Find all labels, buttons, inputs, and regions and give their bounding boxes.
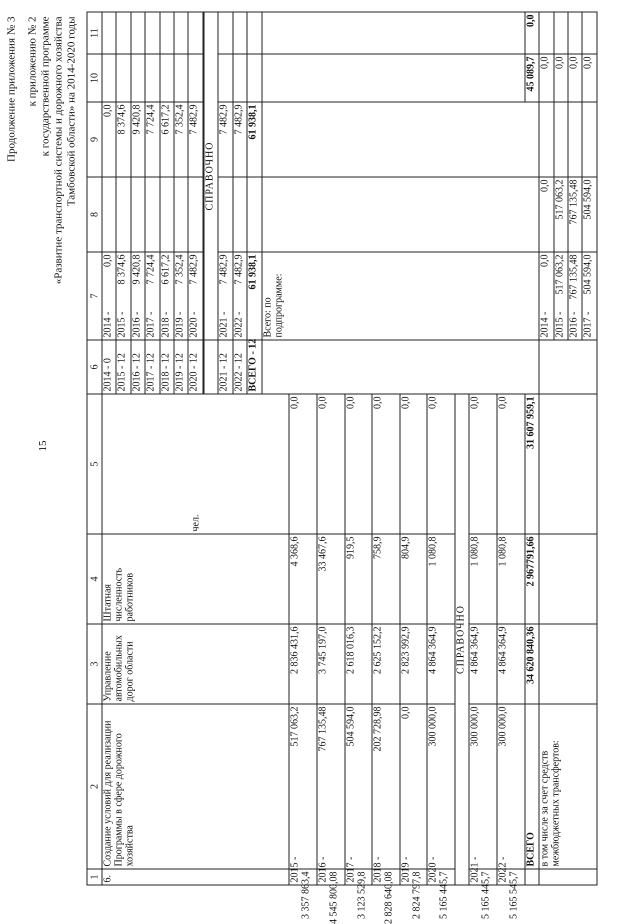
amount-regional: 8 374,6 xyxy=(116,102,130,177)
amount-regional: 2 836 431,6 xyxy=(289,624,317,704)
year-label: 2017 - xyxy=(146,312,157,338)
amount-total-cell xyxy=(174,252,188,340)
amount-regional: 7 482,9 xyxy=(218,102,232,177)
year-label: 2015 - xyxy=(117,312,128,338)
year-label: 2018 - xyxy=(160,312,171,338)
empty-cell xyxy=(262,102,539,177)
amount-regional xyxy=(568,102,582,177)
indicator-value: 2014 - 0 xyxy=(102,340,116,394)
amount-value: 7 482,9 xyxy=(189,255,200,285)
document-header xyxy=(6,17,19,577)
grand-total-label: ВСЕГО xyxy=(525,704,539,869)
subtotal-label: Всего: по подпрограмме: xyxy=(262,252,539,340)
amount-federal xyxy=(160,177,174,252)
amount-local: 4 368,6 xyxy=(289,534,317,624)
amount-other: 0,0 xyxy=(317,394,345,534)
amount-total-cell xyxy=(102,252,116,340)
amount-other xyxy=(233,12,247,54)
amount-value: 4 545 800,08 xyxy=(328,872,339,924)
empty-cell xyxy=(539,340,597,394)
amount-federal xyxy=(131,177,145,252)
amount-other: 0,0 xyxy=(400,394,428,534)
amount-value: 2 828 640,08 xyxy=(384,872,395,924)
year-label: 2014 - xyxy=(540,312,551,338)
amount-federal: 504 594,0 xyxy=(582,177,597,252)
indicator-value: 2019 - 12 xyxy=(174,340,188,394)
year-label: 2019 - xyxy=(175,312,186,338)
amount-regional: 4 864 364,9 xyxy=(469,624,497,704)
amount-regional: 4 864 364,9 xyxy=(427,624,455,704)
amount-local xyxy=(145,54,159,102)
amount-local: 1 080,8 xyxy=(427,534,455,624)
amount-regional: 2 823 992,9 xyxy=(400,624,428,704)
amount-other: 0,0 xyxy=(289,394,317,534)
year-label: 2014 - xyxy=(103,312,114,338)
year-label: 2019 - xyxy=(400,857,411,883)
amount-other xyxy=(145,12,159,54)
page-number: 15 xyxy=(37,411,49,481)
amount-local: 0,0 xyxy=(568,54,582,102)
unit-label: чел. xyxy=(190,515,201,532)
column-number: 8 xyxy=(87,177,102,252)
empty-cell xyxy=(262,54,525,102)
amount-other xyxy=(188,12,202,54)
amount-total-cell xyxy=(317,869,345,885)
amount-other: 0,0 xyxy=(345,394,373,534)
amount-total-cell xyxy=(160,252,174,340)
empty-cell xyxy=(204,340,218,394)
amount-federal: 767 135,48 xyxy=(568,177,582,252)
amount-regional: 7 724,4 xyxy=(145,102,159,177)
rotated-page xyxy=(0,1,640,896)
amount-federal: 0,0 xyxy=(539,177,553,252)
amount-other: 0,0 xyxy=(497,394,525,534)
amount-value: 6 617,2 xyxy=(160,255,171,285)
amount-local xyxy=(116,54,130,102)
transfers-row xyxy=(539,12,553,885)
amount-federal: 300 000,0 xyxy=(497,704,525,869)
executor: Управление автомобильных дорог области xyxy=(102,624,289,704)
empty-cell xyxy=(247,54,261,102)
amount-value: 7 352,4 xyxy=(175,255,186,285)
amount-regional: 2 625 152,2 xyxy=(372,624,400,704)
header-line-1: Продолжение приложения № 3 xyxy=(6,17,19,577)
amount-other xyxy=(554,12,568,54)
amount-value: 3 123 529,8 xyxy=(356,872,367,920)
year-label: 2021 - xyxy=(219,312,230,338)
amount-value: 504 594,0 xyxy=(583,255,594,295)
amount-regional xyxy=(582,102,597,177)
amount-regional: 2 618 016,3 xyxy=(345,624,373,704)
amount-value: 8 374,6 xyxy=(117,255,128,285)
amount-federal xyxy=(233,177,247,252)
indicator-value: 2015 - 12 xyxy=(116,340,130,394)
amount-local: 0,0 xyxy=(554,54,568,102)
amount-total-cell xyxy=(233,252,247,340)
year-label: 2016 - xyxy=(317,857,328,883)
amount-value: 7 482,9 xyxy=(219,255,230,285)
column-number: 1 xyxy=(87,869,102,885)
amount-local xyxy=(131,54,145,102)
amount-value: 5 165 545,7 xyxy=(509,872,520,920)
spravochno-label: СПРАВОЧНО xyxy=(204,12,218,340)
section6-row xyxy=(102,12,116,885)
grand-total-other: 0,0 xyxy=(525,12,539,54)
indicator-value: 2018 - 12 xyxy=(160,340,174,394)
indicator-value: 2020 - 12 xyxy=(188,340,202,394)
amount-total-cell xyxy=(427,869,455,885)
amount-local: 1 080,8 xyxy=(469,534,497,624)
amount-regional: 7 352,4 xyxy=(174,102,188,177)
amount-total-cell xyxy=(218,252,232,340)
spravochno-label: СПРАВОЧНО xyxy=(455,394,469,885)
amount-other xyxy=(568,12,582,54)
amount-federal xyxy=(116,177,130,252)
empty-cell xyxy=(262,177,539,252)
amount-value: 9 420,8 xyxy=(131,255,142,285)
total-regional: 61 938,1 xyxy=(247,102,261,177)
grand-total-local: 45 089,7 xyxy=(525,54,539,102)
year-label: 2015 - xyxy=(554,312,565,338)
amount-other: 0,0 xyxy=(469,394,497,534)
amount-other xyxy=(582,12,597,54)
year-label: 2017 - xyxy=(583,312,594,338)
empty-cell xyxy=(247,177,261,252)
grand-total-federal: 2 967791,66 xyxy=(525,534,539,624)
empty-cell xyxy=(262,12,525,54)
amount-other xyxy=(160,12,174,54)
amount-other xyxy=(116,12,130,54)
column-number: 11 xyxy=(87,12,102,54)
amount-federal xyxy=(102,177,116,252)
column-number: 3 xyxy=(87,624,102,704)
amount-federal: 300 000,0 xyxy=(469,704,497,869)
amount-other xyxy=(102,12,116,54)
amount-other xyxy=(539,12,553,54)
amount-other xyxy=(218,12,232,54)
empty-cell xyxy=(539,624,597,704)
amount-value: 3 357 863,4 xyxy=(301,872,312,920)
amount-federal xyxy=(174,177,188,252)
amount-local: 33 467,6 xyxy=(317,534,345,624)
amount-total-cell xyxy=(145,252,159,340)
empty-cell xyxy=(262,340,539,394)
amount-local: 0,0 xyxy=(539,54,553,102)
amount-total-cell xyxy=(554,252,568,340)
amount-regional: 9 420,8 xyxy=(131,102,145,177)
amount-total-cell xyxy=(289,869,317,885)
funding-table xyxy=(87,12,598,886)
amount-total-cell xyxy=(116,252,130,340)
amount-total-cell xyxy=(372,869,400,885)
amount-federal: 300 000,0 xyxy=(427,704,455,869)
amount-local: 1 080,8 xyxy=(497,534,525,624)
amount-total-cell xyxy=(568,252,582,340)
amount-value: 517 063,2 xyxy=(554,255,565,295)
amount-federal: 504 594,0 xyxy=(345,704,373,869)
year-label: 2018 - xyxy=(373,857,384,883)
row-number: 6. xyxy=(102,869,289,885)
indicator-value: 2022 - 12 xyxy=(233,340,247,394)
amount-local xyxy=(102,54,116,102)
empty-cell xyxy=(539,394,597,534)
column-number: 6 xyxy=(87,340,102,394)
amount-value: 0,0 xyxy=(103,255,114,268)
indicator-value: 2017 - 12 xyxy=(145,340,159,394)
column-number: 2 xyxy=(87,704,102,869)
amount-total-cell xyxy=(345,869,373,885)
amount-other xyxy=(174,12,188,54)
amount-local: 0,0 xyxy=(582,54,597,102)
indicator-value: 2021 - 12 xyxy=(218,340,232,394)
amount-regional: 0,0 xyxy=(102,102,116,177)
amount-total-cell xyxy=(582,252,597,340)
year-label: 2015 - xyxy=(290,857,301,883)
empty-cell xyxy=(525,869,539,885)
amount-federal xyxy=(218,177,232,252)
amount-local xyxy=(174,54,188,102)
amount-local xyxy=(233,54,247,102)
amount-regional xyxy=(539,102,553,177)
year-label: 2017 - xyxy=(345,857,356,883)
year-label: 2020 - xyxy=(428,857,439,883)
amount-local: 919,5 xyxy=(345,534,373,624)
header-line-4: «Развитие транспортной системы и дорожного хозяйства xyxy=(53,17,66,577)
column-number: 9 xyxy=(87,102,102,177)
amount-federal: 517 063,2 xyxy=(554,177,568,252)
column-number: 5 xyxy=(87,394,102,534)
amount-total-cell xyxy=(131,252,145,340)
amount-other xyxy=(131,12,145,54)
amount-value: 7 724,4 xyxy=(146,255,157,285)
year-label: 2022 - xyxy=(233,312,244,338)
amount-federal xyxy=(188,177,202,252)
amount-local: 758,9 xyxy=(372,534,400,624)
amount-value: 0,0 xyxy=(540,255,551,268)
empty-cell xyxy=(247,12,261,54)
year-label: 2022 - xyxy=(498,857,509,883)
amount-total-cell xyxy=(539,252,553,340)
amount-total-cell xyxy=(188,252,202,340)
empty-cell xyxy=(539,869,597,885)
amount-regional: 7 482,9 xyxy=(233,102,247,177)
transfers-label: в том числе за счет средств межбюджетных трансфертов: xyxy=(539,704,597,869)
total-label: ВСЕГО - 12 xyxy=(247,340,261,394)
total-amount: 61 938,1 xyxy=(247,252,261,340)
header-line-2: к приложению № 2 xyxy=(27,17,40,577)
column-number: 4 xyxy=(87,534,102,624)
year-label: 2016 - xyxy=(131,312,142,338)
amount-local xyxy=(160,54,174,102)
header-line-3: к государственной программе xyxy=(40,17,53,577)
amount-regional: 7 482,9 xyxy=(188,102,202,177)
amount-federal xyxy=(145,177,159,252)
column-number: 7 xyxy=(87,252,102,340)
amount-local xyxy=(218,54,232,102)
amount-federal: 0,0 xyxy=(400,704,428,869)
amount-other: 0,0 xyxy=(372,394,400,534)
unit-cell xyxy=(102,394,289,534)
year-label: 2020 - xyxy=(189,312,200,338)
amount-federal: 767 135,48 xyxy=(317,704,345,869)
amount-regional: 6 617,2 xyxy=(160,102,174,177)
amount-federal: 202 728,98 xyxy=(372,704,400,869)
amount-total-cell xyxy=(400,869,428,885)
amount-value: 5 165 445,7 xyxy=(481,872,492,920)
year-label: 2021 - xyxy=(470,857,481,883)
column-number: 10 xyxy=(87,54,102,102)
amount-regional xyxy=(554,102,568,177)
amount-local xyxy=(188,54,202,102)
year-label: 2016 - xyxy=(568,312,579,338)
amount-value: 5 165 445,7 xyxy=(439,872,450,920)
amount-value: 2 824 797,8 xyxy=(411,872,422,920)
indicator: Штатная численность работников xyxy=(102,534,289,624)
measure-name: Создание условий для реализации Программы в сфере дорожного хозяйства xyxy=(102,704,289,869)
amount-value: 767 135,48 xyxy=(568,255,579,300)
amount-regional: 4 864 364,9 xyxy=(497,624,525,704)
amount-other: 0,0 xyxy=(427,394,455,534)
amount-total-cell xyxy=(469,869,497,885)
document-header-reference xyxy=(27,17,79,577)
amount-local: 804,9 xyxy=(400,534,428,624)
empty-cell xyxy=(539,534,597,624)
grand-total-amount: 34 620 840,36 xyxy=(525,624,539,704)
amount-value: 7 482,9 xyxy=(233,255,244,285)
header-line-5: Тамбовской области» на 2014-2020 годы xyxy=(66,17,79,577)
column-number-row xyxy=(87,12,102,885)
amount-federal: 517 063,2 xyxy=(289,704,317,869)
amount-total-cell xyxy=(497,869,525,885)
amount-regional: 3 745 197,0 xyxy=(317,624,345,704)
grand-total-regional: 31 607 959,1 xyxy=(525,394,539,534)
indicator-value: 2016 - 12 xyxy=(131,340,145,394)
